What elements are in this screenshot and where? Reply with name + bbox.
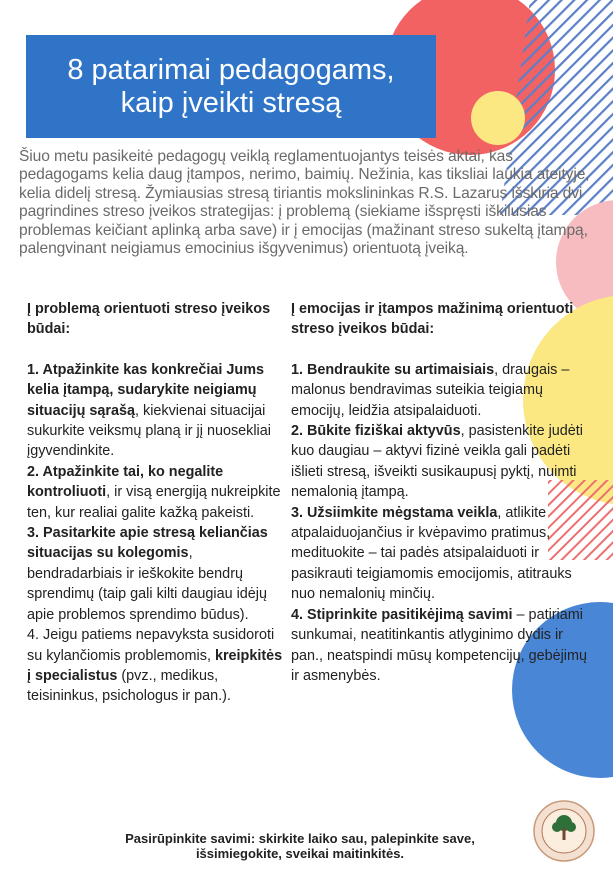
right-column-heading: Į emocijas ir įtampos mažinimą orientuoti streso įveikos būdai: xyxy=(291,301,574,338)
page-title: 8 patarimai pedagogams, kaip įveikti stresą xyxy=(67,53,395,119)
left-column-heading: Į problemą orientuoti streso įveikos būdai: xyxy=(27,301,271,338)
left-tip-2: 2. Atpažinkite tai, ko negalite kontroliuoti, ir visą energiją nukreipkite ten, kur realiai galite kažką pakeisti. xyxy=(27,463,281,521)
right-tip-3: 3. Užsiimkite mėgstama veikla, atlikite atpalaiduojančius ir kvėpavimo pratimus, medituokite – tai padės atsipalaiduoti ir pasikrauti teigiamomis emocijomis, atitrauks nuo nemalonių minčių. xyxy=(291,504,572,603)
footer-message: Pasirūpinkite savimi: skirkite laiko sau, palepinkite save, išsimiegokite, sveikai maitinkitės. xyxy=(125,831,475,861)
right-tip-4: 4. Stiprinkite pasitikėjimą savimi – patiriami sunkumai, neatitinkantis atlyginimo dydis ir pan., neatspindi mūsų kompetencijų, gebėjimų ir asmenybės. xyxy=(291,606,587,684)
yellow-circle-small xyxy=(471,91,525,145)
emotion-focused-column xyxy=(291,299,591,686)
right-tip-1: 1. Bendraukite su artimaisiais, draugais – malonus bendravimas suteikia teigiamų emocijų, leidžia atsipalaiduoti. xyxy=(291,361,570,419)
left-tip-4: 4. Jeigu patiems nepavyksta susidoroti su kylančiomis problemomis, kreipkitės į specialistus (pvz., medikus, teisininkus, psichologus ir pan.). xyxy=(27,627,283,705)
problem-focused-column xyxy=(27,299,289,707)
left-tip-3: 3. Pasitarkite apie stresą keliančias situacijas su kolegomis, bendradarbiais ir ieškokite bendrų sprendimų (taip gali kilti daugiau idėjų apie problemos sprendimo būdus). xyxy=(27,525,268,623)
intro-paragraph: Šiuo metu pasikeitė pedagogų veiklą reglamentuojantys teisės aktai, kas pedagogams kelia daug įtampos, nerimo, baimių. Nežinia, kas tiksliai laukia ateityje, kelia didelį stresą. Žymiausias stresą tiriantis mokslininkas R.S. Lazarus išskiria dvi pagrindines streso įveikos strategijas: į problemą (siekiame išspręsti iškilusias problemas keičiant aplinką arba save) ir į emocijas (mažinant streso sukeltą įtampą, palengvinant neigiamus emocinius išgyvenimus) orientuotą įveiką. xyxy=(19,148,590,258)
title-banner xyxy=(26,35,436,138)
right-tip-2: 2. Būkite fiziškai aktyvūs, pasistenkite judėti kuo daugiau – aktyvi fizinė veikla gali padėti išlieti stresą, išveikti susikaupusį pyktį, nuimti nemalonią įtampą. xyxy=(291,423,583,501)
left-tip-1: 1. Atpažinkite kas konkrečiai Jums kelia įtampą, sudarykite neigiamų situacijų sąrašą, kiekvienai situacijai sukurkite veiksmų planą ir jį nuosekliai įgyvendinkite. xyxy=(27,361,271,460)
